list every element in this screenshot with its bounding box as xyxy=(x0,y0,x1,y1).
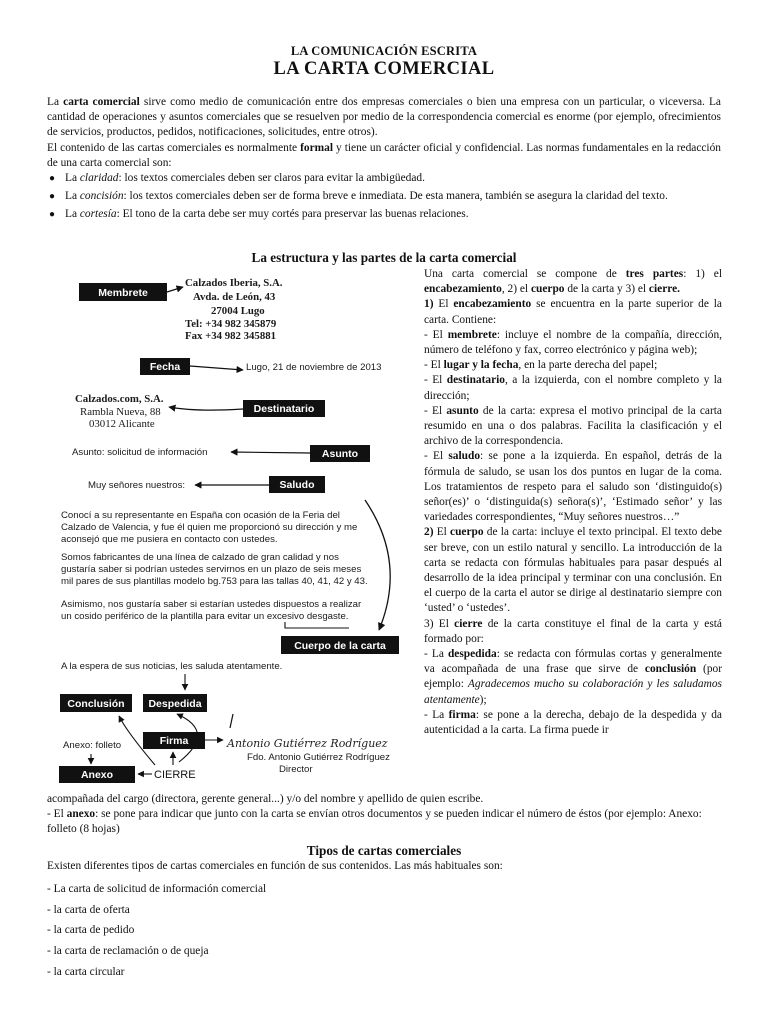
bullet-icon: ● xyxy=(49,191,56,203)
letter-body-line: gustaría saber si podrían ustedes servirnos en un plazo de seis meses xyxy=(61,564,362,575)
letter-body-line: aconsejó que me pusiera en contacto con ustedes. xyxy=(61,534,278,545)
arrow xyxy=(167,287,183,292)
recipient-city: 03012 Alicante xyxy=(89,418,155,430)
arrow xyxy=(230,714,233,728)
text: : se pone para indicar que junto con la carta se envían otros documentos y se pueden indicar el número de éstos (por ejemplo: Anexo: folleto (8 hojas) xyxy=(47,808,702,836)
letter-body-line: Somos fabricantes de una línea de calzado de gran calidad y nos xyxy=(61,552,339,563)
membrete-label: Membrete xyxy=(98,287,148,299)
term: concisión xyxy=(79,190,124,203)
letter-body-line: Conocí a su representante en España con ocasión de la Feria del xyxy=(61,510,340,521)
annex-note: Anexo: folleto xyxy=(63,740,122,751)
list-item xyxy=(47,207,721,222)
letter-body-line: mil pares de sus plantillas modelo bg.753 para las tallas 40, 41, 42 y 43. xyxy=(61,576,368,587)
term-formal: formal xyxy=(300,141,333,154)
saludo-label: Saludo xyxy=(279,479,315,491)
fecha-label: Fecha xyxy=(149,361,181,373)
destinatario-label: Destinatario xyxy=(253,403,315,415)
arrow xyxy=(365,500,390,630)
letter-closing: A la espera de sus noticias, les saluda atentamente. xyxy=(61,661,283,672)
sender-name: Calzados Iberia, S.A. xyxy=(185,277,283,289)
arrow xyxy=(231,452,310,453)
explanation-paragraph: - El lugar y la fecha, en la parte derecha del papel; xyxy=(424,359,658,372)
explanation-paragraph: - El destinatario, a la izquierda, con el nombre completo y la dirección; xyxy=(424,374,722,402)
handwritten-signature: Antonio Gutiérrez Rodríguez xyxy=(227,737,388,750)
page-title: LA CARTA COMERCIAL xyxy=(273,59,495,79)
explanation-paragraph: 3) El cierre de la carta constituye el final de la carta y está formado por: xyxy=(424,617,722,645)
signed-name: Fdo. Antonio Gutiérrez Rodríguez xyxy=(247,752,390,763)
letter-body-line: un cosido periférico de la plantilla para evitar un excesivo desgaste. xyxy=(61,611,349,622)
bullet-icon: ● xyxy=(49,173,56,185)
letter-body-line: Asimismo, nos gustaría saber si estarían ustedes dispuestos a realizar xyxy=(61,599,362,610)
list-item xyxy=(47,171,721,186)
explanation-paragraph: 1) El encabezamiento se encuentra en la parte superior de la carta. Contiene: xyxy=(424,298,722,326)
text: La xyxy=(65,190,80,203)
types-list xyxy=(47,882,447,985)
sender-address: Avda. de León, 43 xyxy=(193,291,276,303)
letter-structure-diagram xyxy=(47,262,407,792)
list-item xyxy=(47,189,721,204)
types-intro: Existen diferentes tipos de cartas comerciales en función de sus contenidos. Las más habituales son: xyxy=(47,860,503,872)
structure-explanation xyxy=(424,267,722,738)
text: : los textos comerciales deben ser de forma breve e inmediata. De esta manera, también se asegura la claridad del texto. xyxy=(123,190,668,203)
section-title-types: Tipos de cartas comerciales xyxy=(306,843,462,858)
tail-line-1: acompañada del cargo (directora, gerente general...) y/o del nombre y apellido de quien escribe. xyxy=(47,793,484,805)
list-item: - la carta circular xyxy=(47,965,125,978)
bullet-icon: ● xyxy=(49,209,56,221)
asunto-label: Asunto xyxy=(321,448,359,460)
arrow xyxy=(169,407,243,410)
text: : El tono de la carta debe ser muy cortés para preservar las buenas relaciones. xyxy=(116,208,469,221)
term-anexo: anexo xyxy=(66,808,96,821)
list-item: - la carta de pedido xyxy=(47,924,135,937)
explanation-paragraph: Una carta comercial se compone de tres partes: 1) el encabezamiento, 2) el cuerpo de la carta y 3) el cierre. xyxy=(424,268,722,296)
firma-label: Firma xyxy=(159,735,189,747)
text: La xyxy=(47,96,64,108)
sender-phone: Tel: +34 982 345879 xyxy=(185,318,277,330)
list-item: - la carta de oferta xyxy=(47,903,130,916)
explanation-paragraph: - El saludo: se pone a la izquierda. En español, detrás de la fórmula de saludo, se usan los dos puntos en lugar de la coma. Los tratamientos de respeto para el saludo son ‘distinguido(s) señor(es)’ o ‘distinguida(s) señora(s)’, ‘Estimado señor’ y las variedades correspondientes, “Muy señores nuestros…” xyxy=(424,450,722,524)
letter-body-line: Calzado de Valencia, y fue él quien me proporcionó su dirección y me xyxy=(61,522,358,533)
explanation-paragraph: - El membrete: incluye el nombre de la compañía, dirección, número de teléfono y fax, correo electrónico y página web); xyxy=(424,328,722,357)
letter-subject: Asunto: solicitud de información xyxy=(72,447,208,458)
text: El contenido de las cartas comerciales es normalmente xyxy=(47,141,301,154)
page-subtitle: LA COMUNICACIÓN ESCRITA xyxy=(290,44,478,58)
anexo-label: Anexo xyxy=(80,769,114,781)
explanation-paragraph: - La despedida: se redacta con fórmulas cortas y generalmente va acompañada de una frase que sirve de conclusión (por ejemplo: Agradecemos mucho su colaboración y les saludamos atentamente); xyxy=(424,648,723,706)
list-item: - la carta de reclamación o de queja xyxy=(47,945,209,958)
conclusion-label: Conclusión xyxy=(67,698,125,710)
recipient-address: Rambla Nueva, 88 xyxy=(80,406,161,418)
text: y tiene un carácter oficial y confidencial. Las normas fundamentales en la redacción de una carta comercial son: xyxy=(47,141,721,169)
recipient-name: Calzados.com, S.A. xyxy=(75,393,164,405)
intro-section xyxy=(47,95,721,226)
explanation-paragraph: - La firma: se pone a la derecha, debajo de la despedida y da autenticidad a la carta. La firma puede ir xyxy=(424,708,722,737)
tail-section xyxy=(47,792,721,838)
text: La xyxy=(65,208,80,221)
arrow xyxy=(285,622,349,628)
list-item: - La carta de solicitud de información comercial xyxy=(47,883,267,895)
cuerpo-label: Cuerpo de la carta xyxy=(294,640,386,652)
text: - El xyxy=(47,808,67,821)
letter-date: Lugo, 21 de noviembre de 2013 xyxy=(246,362,382,373)
intro-paragraph-1 xyxy=(47,95,721,141)
intro-paragraph-2 xyxy=(47,141,721,171)
signer-role: Director xyxy=(279,764,313,775)
text: La xyxy=(65,172,80,185)
sender-fax: Fax +34 982 345881 xyxy=(185,330,277,342)
text: : los textos comerciales deben ser claros para evitar la ambigüedad. xyxy=(118,172,425,185)
despedida-label: Despedida xyxy=(148,698,202,710)
term: cortesía xyxy=(79,208,117,221)
cierre-label: CIERRE xyxy=(154,769,196,781)
letter-greeting: Muy señores nuestros: xyxy=(88,480,186,491)
norms-list xyxy=(47,171,721,223)
text: sirve como medio de comunicación entre dos empresas comerciales o bien una empresa con un particular, o viceversa. La cantidad de operaciones y asuntos comerciales que se resuelven por medio de la correspondencia comercial es enorme (por ejemplo, ofrecimientos de servicios, productos, pedidos, notificaciones, solicitudes, entre otros). xyxy=(47,96,721,139)
section-title-structure: La estructura y las partes de la carta comercial xyxy=(251,250,517,265)
explanation-paragraph: 2) El cuerpo de la carta: incluye el texto principal. El texto debe ser breve, con un estilo natural y sencillo. La introducción de la carta se redacta con fórmulas habituales para pasar después al desarrollo de la idea principal y terminar con una conclusión. En el cuerpo de la carta el autor se dirige al destinatario siempre con ‘usted’ o ‘ustedes’. xyxy=(424,526,722,615)
sender-city: 27004 Lugo xyxy=(211,305,265,317)
tail-line-2 xyxy=(47,807,721,837)
term-carta-comercial: carta comercial xyxy=(63,96,140,108)
explanation-paragraph: - El asunto de la carta: expresa el motivo principal de la carta resumido en una o dos palabras. Facilita la clasificación y el archivo de la correspondencia. xyxy=(424,404,722,448)
term: claridad xyxy=(79,172,119,185)
arrow xyxy=(190,366,243,370)
